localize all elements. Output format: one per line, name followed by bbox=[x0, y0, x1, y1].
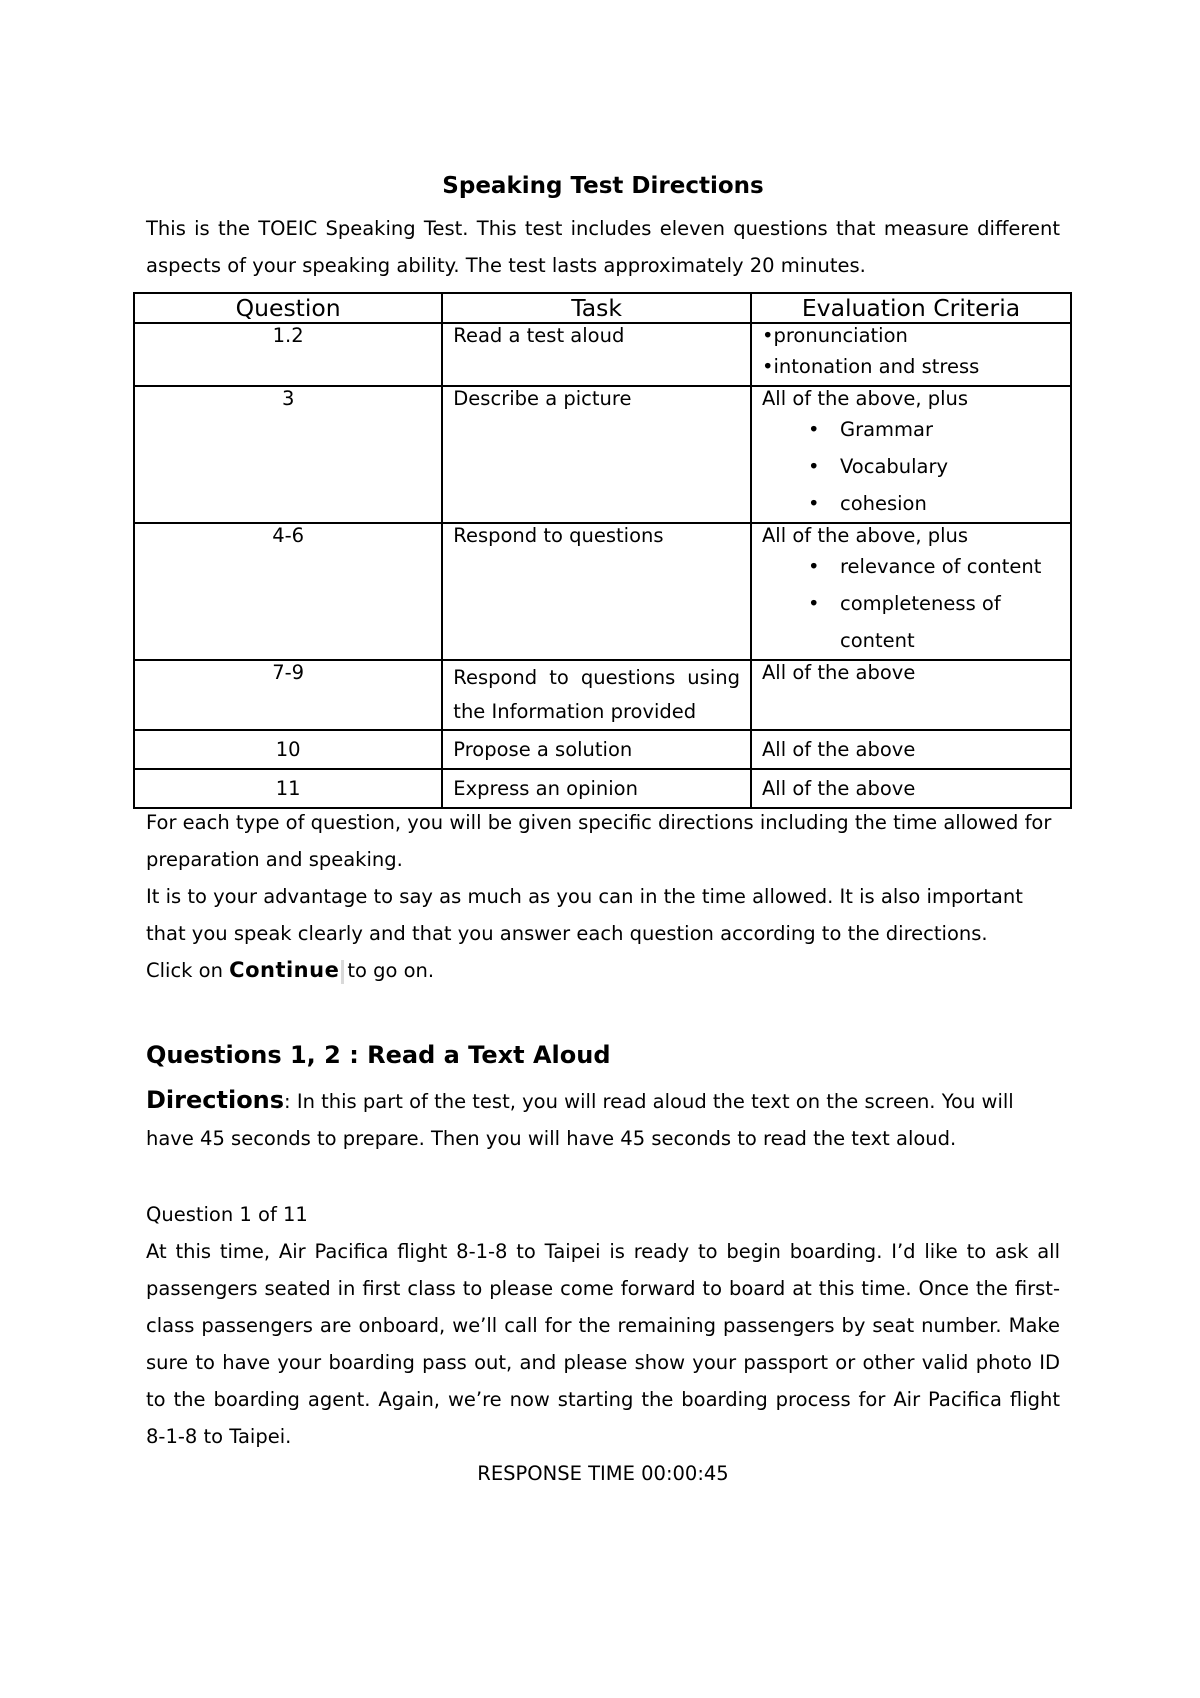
directions-label: Directions bbox=[146, 1086, 285, 1114]
header-block bbox=[146, 166, 1060, 284]
row-question: 10 bbox=[134, 730, 442, 769]
bullet-icon: • bbox=[807, 455, 820, 478]
page-title: Speaking Test Directions bbox=[442, 173, 764, 199]
intro-paragraph: This is the TOEIC Speaking Test. This test includes eleven questions that measure different aspects of your speaking ability. The test lasts approximately 20 minutes. bbox=[146, 217, 1060, 277]
header-evaluation-criteria: Evaluation Criteria bbox=[751, 293, 1071, 323]
row-question: 3 bbox=[281, 387, 295, 410]
instructions-paragraph: For each type of question, you will be given specific directions including the time allowed for preparation and speaking. bbox=[146, 811, 1052, 871]
criteria-lead: All of the above, plus bbox=[761, 387, 969, 410]
text-cursor bbox=[341, 960, 344, 984]
row-question: 4-6 bbox=[272, 524, 305, 547]
question-block bbox=[146, 1196, 1060, 1492]
criteria-lead: All of the above, plus bbox=[761, 524, 969, 547]
criteria-lead: All of the above bbox=[751, 769, 1071, 808]
evaluation-table bbox=[133, 292, 1072, 809]
row-question: 1.2 bbox=[272, 324, 304, 347]
table-row bbox=[134, 730, 1071, 769]
instructions-paragraph: It is to your advantage to say as much as you can in the time allowed. It is also important that you speak clearly and that you answer each question according to the directions. bbox=[146, 885, 1023, 945]
continue-instruction: Click on Continue to go on. bbox=[146, 958, 435, 982]
question-label: Question 1 of 11 bbox=[146, 1203, 308, 1226]
criteria-list bbox=[762, 548, 1060, 659]
criteria-item: •intonation and stress bbox=[761, 355, 980, 378]
bullet-icon: • bbox=[807, 592, 820, 615]
table-row bbox=[134, 323, 1071, 386]
instructions-block bbox=[146, 804, 1060, 989]
list-item: • relevance of content bbox=[808, 548, 1060, 585]
criteria-lead: All of the above bbox=[751, 730, 1071, 769]
row-task: Propose a solution bbox=[442, 730, 751, 769]
bullet-icon: • bbox=[807, 418, 820, 441]
header-question: Question bbox=[134, 293, 442, 323]
question-text: At this time, Air Pacifica flight 8-1-8 to Taipei is ready to begin boarding. I’d like to ask all passengers seated in first class to please come forward to board at this time. Once the first-class passengers are onboard, we’ll call for the remaining passengers by seat number. Make sure to have your boarding pass out, and please show your passport or other valid photo ID to the boarding agent. Again, we’re now starting the boarding process for Air Pacifica flight 8-1-8 to Taipei. bbox=[146, 1240, 1060, 1448]
row-question: 11 bbox=[134, 769, 442, 808]
table-header-row bbox=[134, 293, 1071, 323]
directions-paragraph: Directions: In this part of the test, you will read aloud the text on the screen. You will have 45 seconds to prepare. Then you will have 45 seconds to read the text aloud. bbox=[146, 1086, 1014, 1150]
row-task: Respond to questions using the Information provided bbox=[442, 660, 751, 730]
list-item: • Vocabulary bbox=[808, 448, 1060, 485]
section-title: Questions 1, 2 : Read a Text Aloud bbox=[146, 1041, 611, 1069]
continue-link[interactable]: Continue bbox=[229, 958, 340, 982]
row-task: Express an opinion bbox=[442, 769, 751, 808]
list-item: • cohesion bbox=[808, 485, 1060, 522]
row-task: Read a test aloud bbox=[453, 324, 625, 347]
row-question: 7-9 bbox=[272, 661, 305, 684]
directions-block bbox=[146, 1082, 1060, 1157]
response-time: RESPONSE TIME 00:00:45 bbox=[477, 1462, 729, 1485]
row-task: Respond to questions bbox=[453, 524, 664, 547]
list-item: • Grammar bbox=[808, 411, 1060, 448]
bullet-icon: • bbox=[807, 492, 820, 515]
table-row bbox=[134, 660, 1071, 730]
criteria-lead: All of the above bbox=[761, 661, 916, 684]
criteria-item: •pronunciation bbox=[761, 324, 908, 347]
bullet-icon: • bbox=[807, 555, 820, 578]
criteria-list bbox=[762, 411, 1060, 522]
table-row bbox=[134, 769, 1071, 808]
row-task: Describe a picture bbox=[453, 387, 632, 410]
list-item: • completeness of content bbox=[808, 585, 1060, 659]
table-row bbox=[134, 386, 1071, 523]
table-row bbox=[134, 523, 1071, 660]
header-task: Task bbox=[442, 293, 751, 323]
